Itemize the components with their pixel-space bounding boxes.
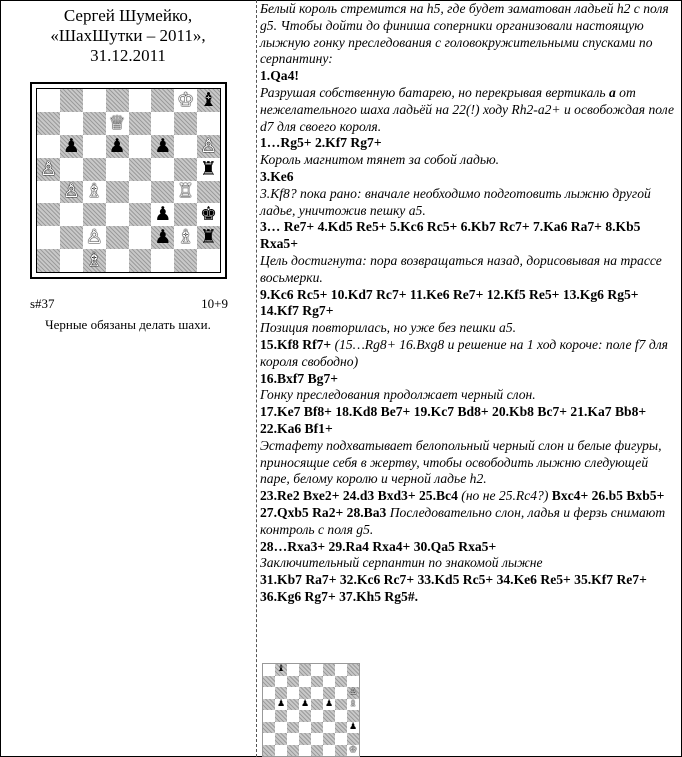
small-board-square	[275, 687, 287, 699]
comment-text: Разрушая собственную батарею, но перекрывая вертикаль	[260, 84, 609, 100]
small-board-square	[263, 699, 275, 711]
board-square	[106, 181, 129, 204]
board-square	[37, 112, 60, 135]
black-pawn-icon: ♟	[300, 698, 310, 709]
board-square	[83, 89, 106, 112]
small-board-square	[311, 710, 323, 722]
comment-text: от нежелательного шаха ладьёй на 22(!) ходу Rh2-a2+ и освобождая поле d7 для своего короля.	[260, 84, 675, 134]
small-board-square	[323, 745, 335, 757]
author-name: Сергей Шумейко,	[63, 6, 193, 25]
small-board-square	[287, 676, 299, 688]
white-king-icon: ♔	[348, 744, 358, 755]
comment: Король магнитом тянет за собой ладью.	[260, 152, 500, 168]
black-rook-icon: ♜	[200, 226, 218, 249]
board-square	[129, 89, 152, 112]
small-board-square	[323, 710, 335, 722]
board-square	[197, 89, 220, 112]
small-board-square	[287, 722, 299, 734]
board-square	[151, 226, 174, 249]
board-square	[197, 135, 220, 158]
board-square	[129, 158, 152, 181]
small-board-square	[287, 699, 299, 711]
small-board-square	[263, 687, 275, 699]
board-square	[174, 158, 197, 181]
small-board-square	[263, 722, 275, 734]
small-board-square	[287, 745, 299, 757]
small-board-square	[347, 733, 359, 745]
small-board-square	[287, 733, 299, 745]
move-line: 9.Kc6 Rc5+ 10.Kd7 Rc7+ 11.Ke6 Re7+ 12.Kf5 Re5+ 13.Kg6 Rg5+ 14.Kf7 Rg7+	[260, 286, 639, 319]
move-line	[260, 488, 678, 538]
small-board-square	[323, 664, 335, 676]
board-square	[174, 203, 197, 226]
move-line: 3.Ke6	[260, 168, 294, 184]
small-board-square	[323, 722, 335, 734]
small-board-square	[335, 687, 347, 699]
board-square	[129, 203, 152, 226]
comment: Заключительный серпантин по знакомой лыжне	[260, 555, 543, 571]
small-board-square	[263, 676, 275, 688]
board-square	[83, 226, 106, 249]
board-square	[60, 249, 83, 272]
small-board-square	[347, 687, 359, 699]
key-move: 1.Qa4!	[260, 68, 299, 84]
white-queen-icon: ♕	[108, 111, 126, 134]
board-square	[106, 135, 129, 158]
condition: Черные обязаны делать шахи.	[45, 317, 211, 332]
column-divider	[256, 0, 257, 757]
small-board-square	[323, 687, 335, 699]
small-board-square	[263, 745, 275, 757]
small-board-square	[347, 699, 359, 711]
board-square	[37, 135, 60, 158]
move-line: 3… Re7+ 4.Kd5 Re5+ 5.Kc6 Rc5+ 6.Kb7 Rc7+ 7.Ka6 Ra7+ 8.Kb5 Rxa5+	[260, 219, 641, 252]
white-king-icon: ♔	[177, 89, 195, 111]
small-board-square	[287, 664, 299, 676]
board-square	[174, 89, 197, 112]
white-pawn-icon: ♙	[85, 226, 103, 249]
small-board-square	[311, 745, 323, 757]
small-board-square	[299, 699, 311, 711]
moves: 23.Re2 Bxe2+ 24.d3 Bxd3+ 25.Bc4	[260, 488, 458, 504]
small-board-square	[263, 733, 275, 745]
board-square	[37, 203, 60, 226]
small-board-square	[275, 699, 287, 711]
board-square	[60, 226, 83, 249]
board-square	[106, 203, 129, 226]
small-board-square	[275, 710, 287, 722]
small-board-square	[311, 733, 323, 745]
board-square	[151, 112, 174, 135]
white-pawn-icon: ♙	[39, 157, 57, 180]
black-bishop-icon: ♝	[276, 664, 286, 675]
small-board-square	[347, 710, 359, 722]
board-square	[83, 112, 106, 135]
publication-date: 31.12.2011	[90, 46, 166, 65]
board-square	[60, 89, 83, 112]
comment: Гонку преследования продолжает черный слон.	[260, 387, 536, 403]
small-board-square	[347, 722, 359, 734]
moves: Bxc4+ 26.b5 Bxb5+ 27.Qxb5 Ra2+ 28.Ba3	[260, 488, 665, 520]
small-board-square	[275, 722, 287, 734]
board-square	[129, 181, 152, 204]
stipulation: s#37	[30, 296, 55, 311]
chess-board-grid	[36, 88, 221, 273]
final-position-diagram	[262, 663, 360, 757]
solution-column	[260, 1, 678, 606]
small-board-square	[323, 676, 335, 688]
small-board-square	[347, 664, 359, 676]
black-rook-icon: ♜	[200, 157, 218, 180]
board-square	[151, 181, 174, 204]
move-line: 28…Rxa3+ 29.Ra4 Rxa4+ 30.Qa5 Rxa5+	[260, 538, 497, 554]
comment: 3.Kf8? пока рано: вначале необходимо подготовить лыжню другой ладье, уничтожив пешку а5.	[260, 185, 651, 218]
problem-column	[0, 0, 256, 757]
small-board-square	[299, 710, 311, 722]
white-pawn-icon: ♙	[200, 134, 218, 157]
board-square	[151, 135, 174, 158]
board-square	[197, 203, 220, 226]
small-board-square	[299, 733, 311, 745]
board-square	[37, 181, 60, 204]
board-square	[106, 158, 129, 181]
small-board-square	[311, 687, 323, 699]
board-square	[129, 135, 152, 158]
board-square	[83, 249, 106, 272]
board-square	[151, 89, 174, 112]
board-square	[60, 158, 83, 181]
small-board-square	[287, 710, 299, 722]
black-pawn-icon: ♟	[324, 698, 334, 709]
small-board-square	[263, 664, 275, 676]
board-square	[174, 226, 197, 249]
small-board-square	[299, 722, 311, 734]
board-square	[106, 249, 129, 272]
comment-text: (15…Rg8+ 16.Bxg8 и решение на 1 ход короче: поле f7 для короля свободно)	[260, 336, 668, 369]
comment: Цель достигнута: пора возвращаться назад, дорисовывая на трассе восьмерки.	[260, 252, 662, 285]
small-board-square	[299, 687, 311, 699]
small-board-square	[335, 722, 347, 734]
small-board-square	[311, 664, 323, 676]
white-bishop-icon: ♗	[85, 180, 103, 203]
black-bishop-icon: ♝	[200, 89, 218, 111]
board-square	[174, 112, 197, 135]
small-board-square	[275, 733, 287, 745]
board-square	[151, 249, 174, 272]
board-square	[129, 226, 152, 249]
small-board-square	[335, 676, 347, 688]
board-square	[174, 249, 197, 272]
board-square	[106, 112, 129, 135]
board-square	[83, 203, 106, 226]
move-line: 17.Ke7 Bf8+ 18.Kd8 Be7+ 19.Kc7 Bd8+ 20.Kb8 Bc7+ 21.Ka7 Bb8+ 22.Ka6 Bf1+	[260, 404, 647, 436]
small-board-square	[335, 733, 347, 745]
small-board-square	[311, 676, 323, 688]
comment	[260, 85, 678, 135]
piece-count: 10+9	[201, 296, 228, 311]
board-square	[37, 89, 60, 112]
board-square	[197, 249, 220, 272]
white-bishop-icon: ♗	[85, 249, 103, 272]
comment-text: (но не 25.Rc4?)	[457, 488, 552, 504]
board-square	[197, 181, 220, 204]
small-board-square	[275, 745, 287, 757]
board-square	[197, 226, 220, 249]
board-square	[151, 158, 174, 181]
small-board-square	[299, 664, 311, 676]
small-board-square	[263, 710, 275, 722]
black-pawn-icon: ♟	[348, 721, 358, 732]
white-bishop-icon: ♗	[177, 226, 195, 249]
small-board-square	[335, 699, 347, 711]
small-board-square	[275, 676, 287, 688]
board-square	[197, 112, 220, 135]
solution-intro: Белый король стремится на h5, где будет заматован ладьей h2 с поля g5. Чтобы дойти до финиша соперники организовали настоящую лыжную гонку преследования с головокружительными спусками по серпантину:	[260, 1, 669, 67]
small-board-square	[347, 745, 359, 757]
board-square	[83, 181, 106, 204]
board-square	[174, 135, 197, 158]
board-square	[106, 89, 129, 112]
source-title: «ШахШутки – 2011»,	[50, 26, 206, 45]
white-pawn-icon: ♙	[62, 180, 80, 203]
white-pawn-icon: ♙	[348, 687, 358, 698]
black-pawn-icon: ♟	[108, 134, 126, 157]
moves: 15.Kf8 Rf7+	[260, 336, 332, 352]
black-pawn-icon: ♟	[154, 203, 172, 226]
board-square	[151, 203, 174, 226]
black-pawn-icon: ♟	[154, 226, 172, 249]
comment-file: а	[608, 84, 616, 100]
move-line: 1…Rg5+ 2.Kf7 Rg7+	[260, 135, 382, 151]
board-square	[37, 158, 60, 181]
small-board-square	[323, 699, 335, 711]
white-bishop-icon: ♗	[348, 698, 358, 709]
move-line	[260, 337, 678, 371]
board-square	[60, 112, 83, 135]
small-board-square	[323, 733, 335, 745]
board-square	[83, 158, 106, 181]
small-board-square	[335, 745, 347, 757]
move-line: 31.Kb7 Ra7+ 32.Kc6 Rc7+ 33.Kd5 Rc5+ 34.Ke6 Re5+ 35.Kf7 Re7+ 36.Kg6 Rg7+ 37.Kh5 Rg5#.	[260, 572, 647, 604]
small-board-square	[335, 710, 347, 722]
small-board-square	[275, 664, 287, 676]
board-square	[129, 249, 152, 272]
board-square	[83, 135, 106, 158]
board-square	[37, 249, 60, 272]
board-square	[60, 135, 83, 158]
chess-diagram	[30, 82, 227, 279]
black-pawn-icon: ♟	[154, 134, 172, 157]
small-board-square	[311, 722, 323, 734]
board-square	[60, 181, 83, 204]
white-rook-icon: ♖	[177, 180, 195, 203]
comment: Эстафету подхватывает белопольный черный слон и белые фигуры, приносящие себя в жертву, чтобы освободить лыжню следующей паре, белому королю и черной ладье h2.	[260, 437, 662, 487]
small-board-square	[287, 687, 299, 699]
black-pawn-icon: ♟	[62, 134, 80, 157]
board-square	[174, 181, 197, 204]
small-board-square	[347, 676, 359, 688]
black-pawn-icon: ♟	[276, 698, 286, 709]
board-square	[129, 112, 152, 135]
small-board-square	[299, 745, 311, 757]
board-square	[60, 203, 83, 226]
move-line: 16.Bxf7 Bg7+	[260, 370, 338, 386]
small-board-square	[299, 676, 311, 688]
black-king-icon: ♚	[200, 203, 218, 226]
board-square	[197, 158, 220, 181]
comment: Позиция повторилась, но уже без пешки а5.	[260, 320, 517, 336]
comment-text: Последовательно слон, ладья и ферзь снимают контроль с поля g5.	[260, 504, 666, 537]
problem-header	[0, 6, 256, 66]
board-square	[37, 226, 60, 249]
board-square	[106, 226, 129, 249]
small-board-square	[311, 699, 323, 711]
small-board-square	[335, 664, 347, 676]
